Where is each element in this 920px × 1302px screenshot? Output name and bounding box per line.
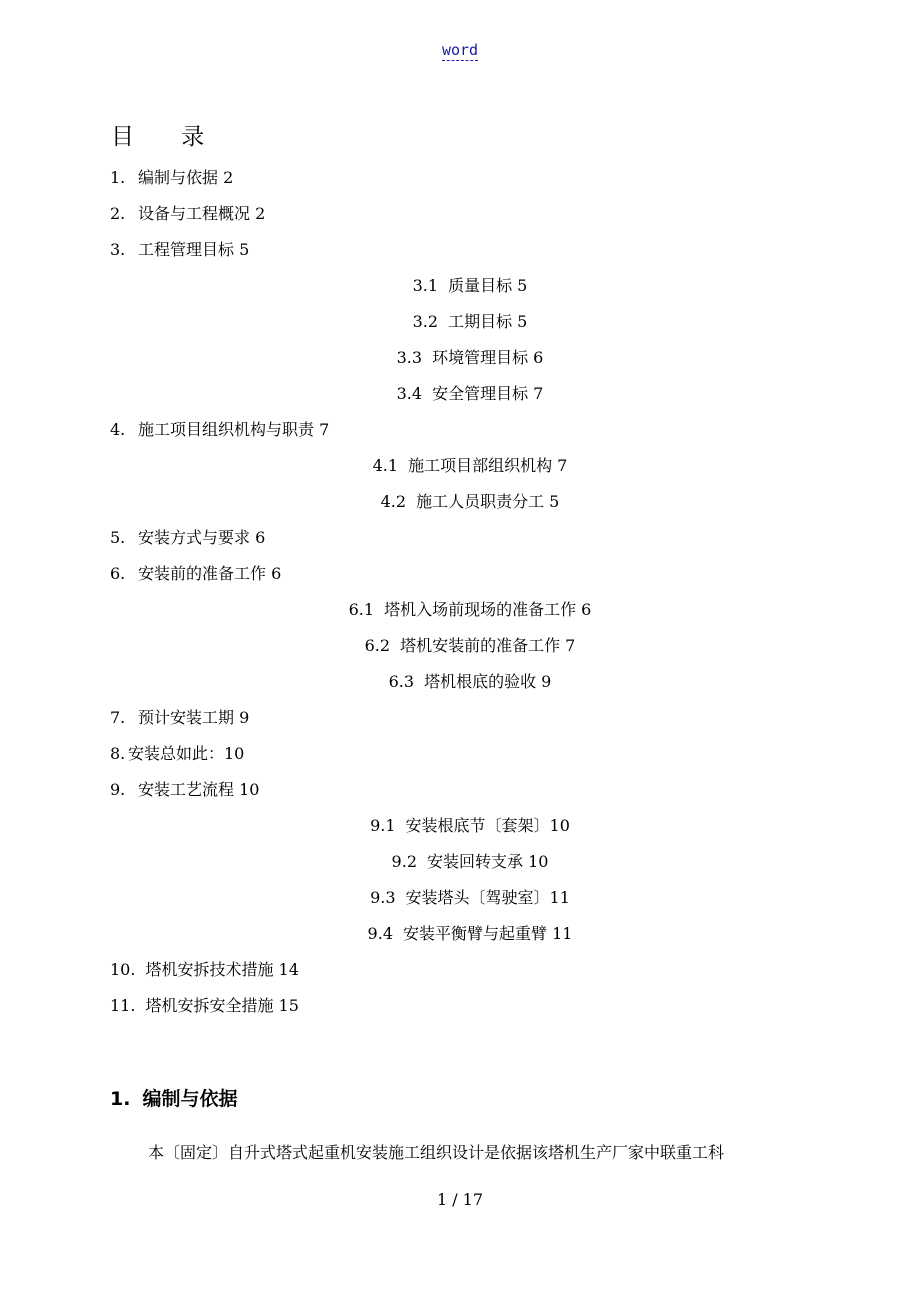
- toc-entry-number: 8.: [110, 744, 126, 763]
- toc-entry[interactable]: [0, 556, 920, 592]
- toc-subentry[interactable]: [0, 880, 920, 916]
- toc-entry[interactable]: [0, 736, 920, 772]
- toc-subentry[interactable]: [0, 340, 920, 376]
- toc-entry-text: 安全管理目标 7: [432, 384, 544, 403]
- toc-entry[interactable]: [0, 196, 920, 232]
- toc-entry-text: 预计安装工期 9: [138, 708, 250, 727]
- toc-entry-number: 9.: [110, 780, 126, 799]
- body-paragraph: 本〔固定〕自升式塔式起重机安装施工组织设计是依据该塔机生产厂家中联重工科: [148, 1143, 725, 1162]
- toc-entry-number: 5.: [110, 528, 126, 547]
- toc-entry-number: 2.: [110, 204, 126, 223]
- toc-entry-text: 安装塔头〔驾驶室〕11: [405, 888, 570, 907]
- toc-entry-text: 塔机安拆技术措施 14: [145, 960, 299, 979]
- toc-entry-number: 3.: [110, 240, 126, 259]
- toc-entry-number: 6.3: [388, 672, 415, 691]
- toc-entry[interactable]: [0, 700, 920, 736]
- toc-entry-text: 塔机安拆安全措施 15: [145, 996, 299, 1015]
- toc-entry-text: 工程管理目标 5: [138, 240, 250, 259]
- toc-entry[interactable]: [0, 772, 920, 808]
- toc-entry-text: 质量目标 5: [448, 276, 528, 295]
- page-number: 1 / 17: [436, 1190, 484, 1209]
- toc-entry-text: 施工人员职责分工 5: [416, 492, 560, 511]
- toc-entry-number: 3.2: [412, 312, 439, 331]
- toc-entry-text: 塔机根底的验收 9: [424, 672, 552, 691]
- toc-entry[interactable]: [0, 988, 920, 1024]
- toc-entry[interactable]: [0, 160, 920, 196]
- toc-entry[interactable]: [0, 952, 920, 988]
- toc-entry-text: 设备与工程概况 2: [138, 204, 266, 223]
- header-link-text: word: [441, 41, 479, 59]
- toc-entry-number: 3.4: [396, 384, 423, 403]
- toc-entry-text: 安装工艺流程 10: [138, 780, 260, 799]
- table-of-contents: [0, 160, 920, 1024]
- toc-subentry[interactable]: [0, 376, 920, 412]
- toc-subentry[interactable]: [0, 664, 920, 700]
- toc-entry-text: 环境管理目标 6: [432, 348, 544, 367]
- toc-subentry[interactable]: [0, 592, 920, 628]
- toc-entry-text: 安装平衡臂与起重臂 11: [403, 924, 573, 943]
- toc-entry-number: 9.2: [391, 852, 417, 871]
- header-word-link[interactable]: [0, 41, 920, 59]
- toc-entry-number: 9.1: [370, 816, 396, 835]
- toc-entry-number: 4.: [110, 420, 126, 439]
- section-title: 编制与依据: [142, 1088, 238, 1110]
- toc-entry-number: 7.: [110, 708, 126, 727]
- toc-entry-text: 安装根底节〔套架〕10: [405, 816, 570, 835]
- toc-subentry[interactable]: [0, 808, 920, 844]
- toc-entry-number: 3.3: [396, 348, 423, 367]
- toc-entry-number: 9.4: [367, 924, 393, 943]
- toc-entry-text: 施工项目部组织机构 7: [408, 456, 568, 475]
- toc-entry-number: 10.: [110, 960, 136, 979]
- toc-entry-number: 9.3: [370, 888, 396, 907]
- toc-entry[interactable]: [0, 232, 920, 268]
- toc-subentry[interactable]: [0, 484, 920, 520]
- toc-entry-number: 4.1: [372, 456, 399, 475]
- toc-entry[interactable]: [0, 520, 920, 556]
- toc-entry-text: 工期目标 5: [448, 312, 528, 331]
- toc-subentry[interactable]: [0, 304, 920, 340]
- toc-entry-text: 安装前的准备工作 6: [138, 564, 282, 583]
- toc-entry-text: 安装总如此：10: [128, 744, 245, 763]
- section-number: 1.: [110, 1088, 131, 1110]
- toc-entry-number: 1.: [110, 168, 126, 187]
- toc-entry-text: 安装方式与要求 6: [138, 528, 266, 547]
- toc-entry[interactable]: [0, 412, 920, 448]
- toc-entry-number: 6.: [110, 564, 126, 583]
- toc-subentry[interactable]: [0, 844, 920, 880]
- toc-subentry[interactable]: [0, 448, 920, 484]
- toc-entry-number: 3.1: [412, 276, 439, 295]
- toc-entry-text: 安装回转支承 10: [427, 852, 549, 871]
- toc-title: 目 录: [111, 124, 225, 150]
- toc-subentry[interactable]: [0, 268, 920, 304]
- section-heading: [110, 1084, 237, 1111]
- toc-entry-text: 编制与依据 2: [138, 168, 234, 187]
- toc-entry-text: 施工项目组织机构与职责 7: [138, 420, 330, 439]
- toc-subentry[interactable]: [0, 628, 920, 664]
- toc-entry-number: 11.: [110, 996, 136, 1015]
- toc-entry-number: 6.1: [348, 600, 375, 619]
- toc-entry-number: 6.2: [364, 636, 391, 655]
- toc-subentry[interactable]: [0, 916, 920, 952]
- toc-entry-text: 塔机入场前现场的准备工作 6: [384, 600, 592, 619]
- toc-entry-text: 塔机安装前的准备工作 7: [400, 636, 576, 655]
- toc-entry-number: 4.2: [380, 492, 407, 511]
